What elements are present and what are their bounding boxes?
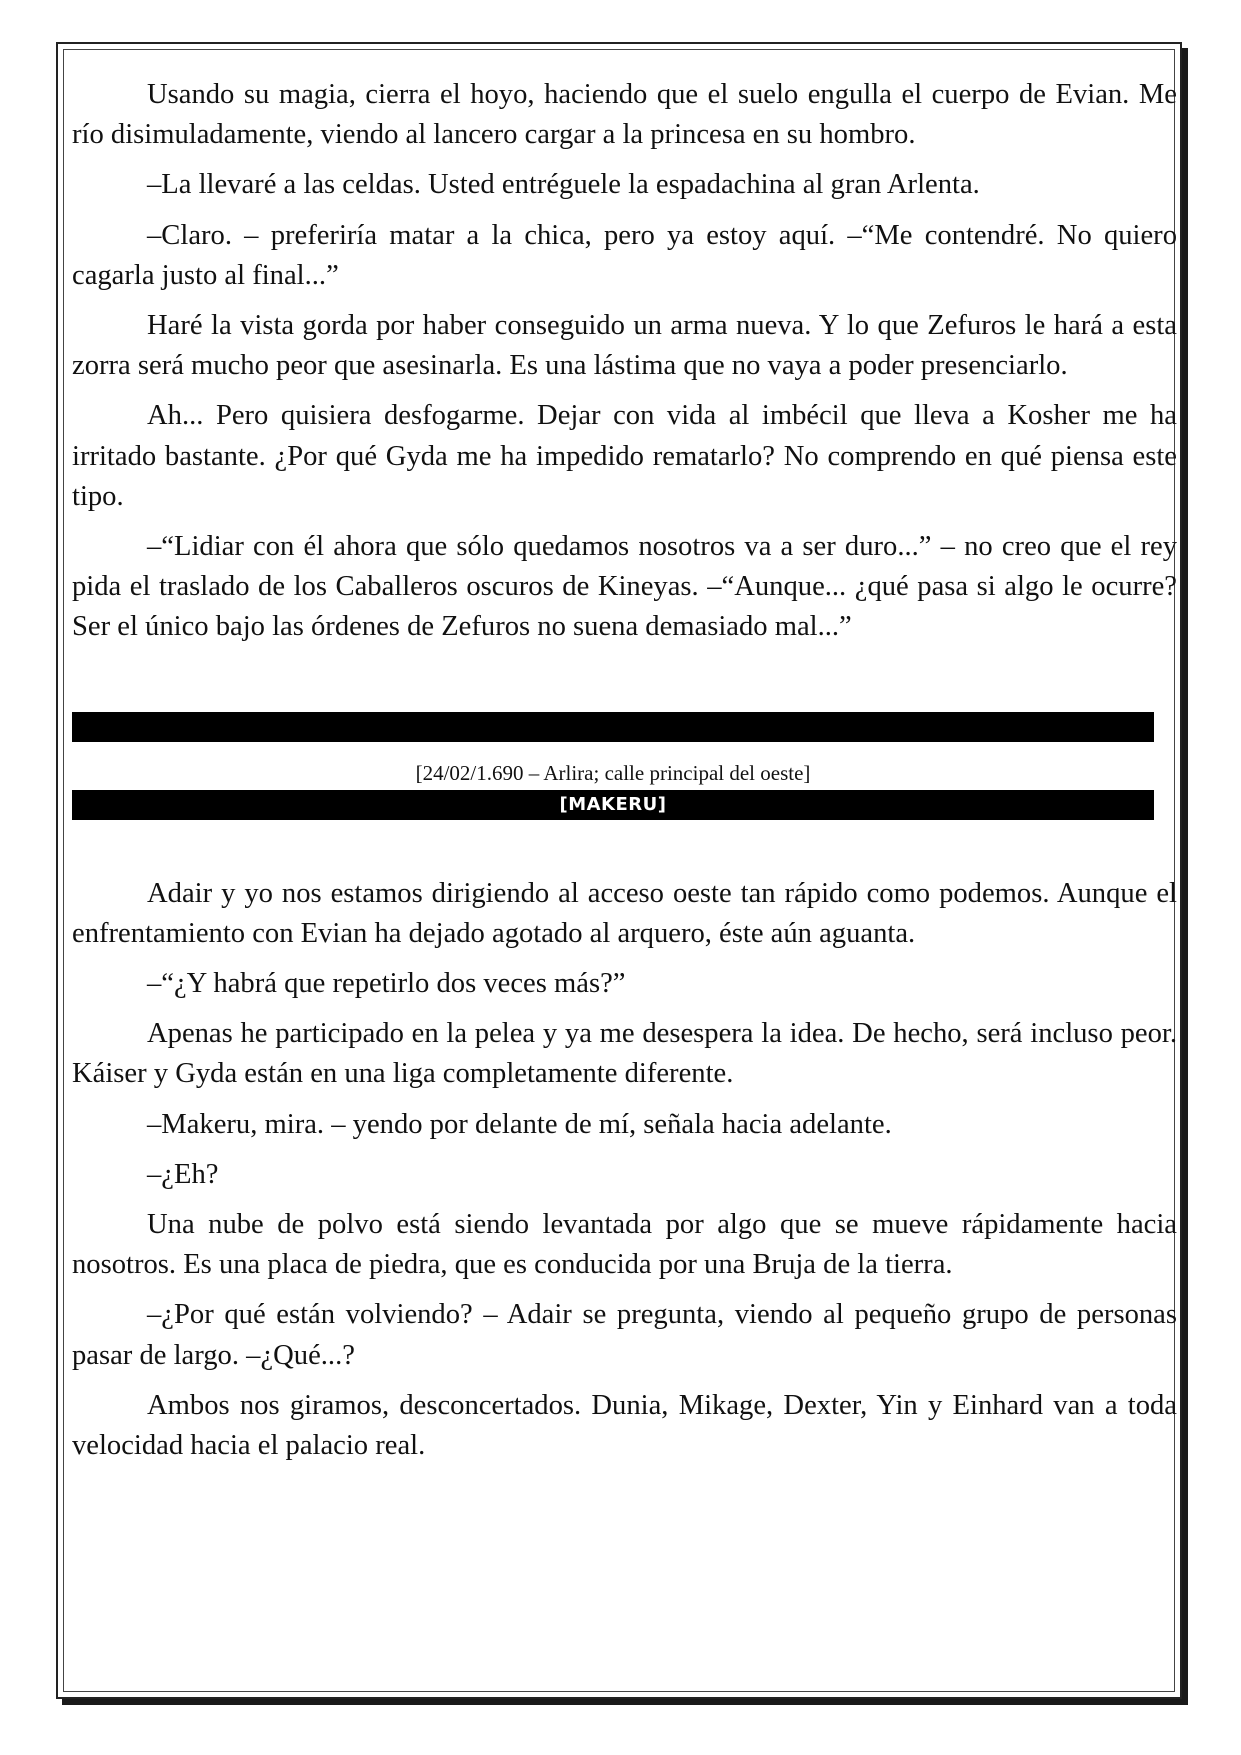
section-divider-bar xyxy=(72,712,1154,742)
bottom-passage xyxy=(72,874,1177,1467)
paragraph: –Claro. – preferiría matar a la chica, pero ya estoy aquí. –“Me contendré. No quiero cagarla justo al final...” xyxy=(72,219,1177,291)
scene-date-location: [24/02/1.690 – Arlira; calle principal del oeste] xyxy=(415,760,811,785)
pov-character-bar: [MAKERU] xyxy=(72,790,1154,820)
page-content xyxy=(72,75,1177,1476)
paragraph: Una nube de polvo está siendo levantada por algo que se mueve rápidamente hacia nosotros. Es una placa de piedra, que es conducida por una Bruja de la tierra. xyxy=(72,1209,1177,1281)
paragraph: –Makeru, mira. – yendo por delante de mí, señala hacia adelante. xyxy=(147,1108,892,1140)
paragraph: –La llevaré a las celdas. Usted entréguele la espadachina al gran Arlenta. xyxy=(147,169,980,201)
paragraph: Ah... Pero quisiera desfogarme. Dejar con vida al imbécil que lleva a Kosher me ha irritado bastante. ¿Por qué Gyda me ha impedido rematarlo? No comprendo en qué piensa este tipo. xyxy=(72,400,1177,512)
paragraph: –¿Eh? xyxy=(147,1158,219,1190)
paragraph: Usando su magia, cierra el hoyo, haciendo que el suelo engulla el cuerpo de Evian. Me río disimuladamente, viendo al lancero cargar a la princesa en su hombro. xyxy=(72,79,1177,151)
paragraph: Haré la vista gorda por haber conseguido un arma nueva. Y lo que Zefuros le hará a esta zorra será mucho peor que asesinarla. Es una lástima que no vaya a poder presenciarlo. xyxy=(72,310,1177,382)
paragraph: Ambos nos giramos, desconcertados. Dunia, Mikage, Dexter, Yin y Einhard van a toda velocidad hacia el palacio real. xyxy=(72,1389,1177,1462)
paragraph: –“¿Y habrá que repetirlo dos veces más?” xyxy=(147,968,626,1000)
paragraph: –¿Por qué están volviendo? – Adair se pregunta, viendo al pequeño grupo de personas pasar de largo. –¿Qué...? xyxy=(72,1299,1177,1371)
paragraph: Adair y yo nos estamos dirigiendo al acceso oeste tan rápido como podemos. Aunque el enfrentamiento con Evian ha dejado agotado al arquero, éste aún aguanta. xyxy=(72,877,1177,949)
paragraph: Apenas he participado en la pelea y ya me desespera la idea. De hecho, será incluso peor. Káiser y Gyda están en una liga completamente diferente. xyxy=(72,1018,1177,1090)
top-passage xyxy=(72,75,1177,648)
paragraph: –“Lidiar con él ahora que sólo quedamos nosotros va a ser duro...” – no creo que el rey pida el traslado de los Caballeros oscuros de Kineyas. –“Aunque... ¿qué pasa si algo le ocurre? Ser el único bajo las órdenes de Zefuros no suena demasiado mal...” xyxy=(72,531,1177,643)
